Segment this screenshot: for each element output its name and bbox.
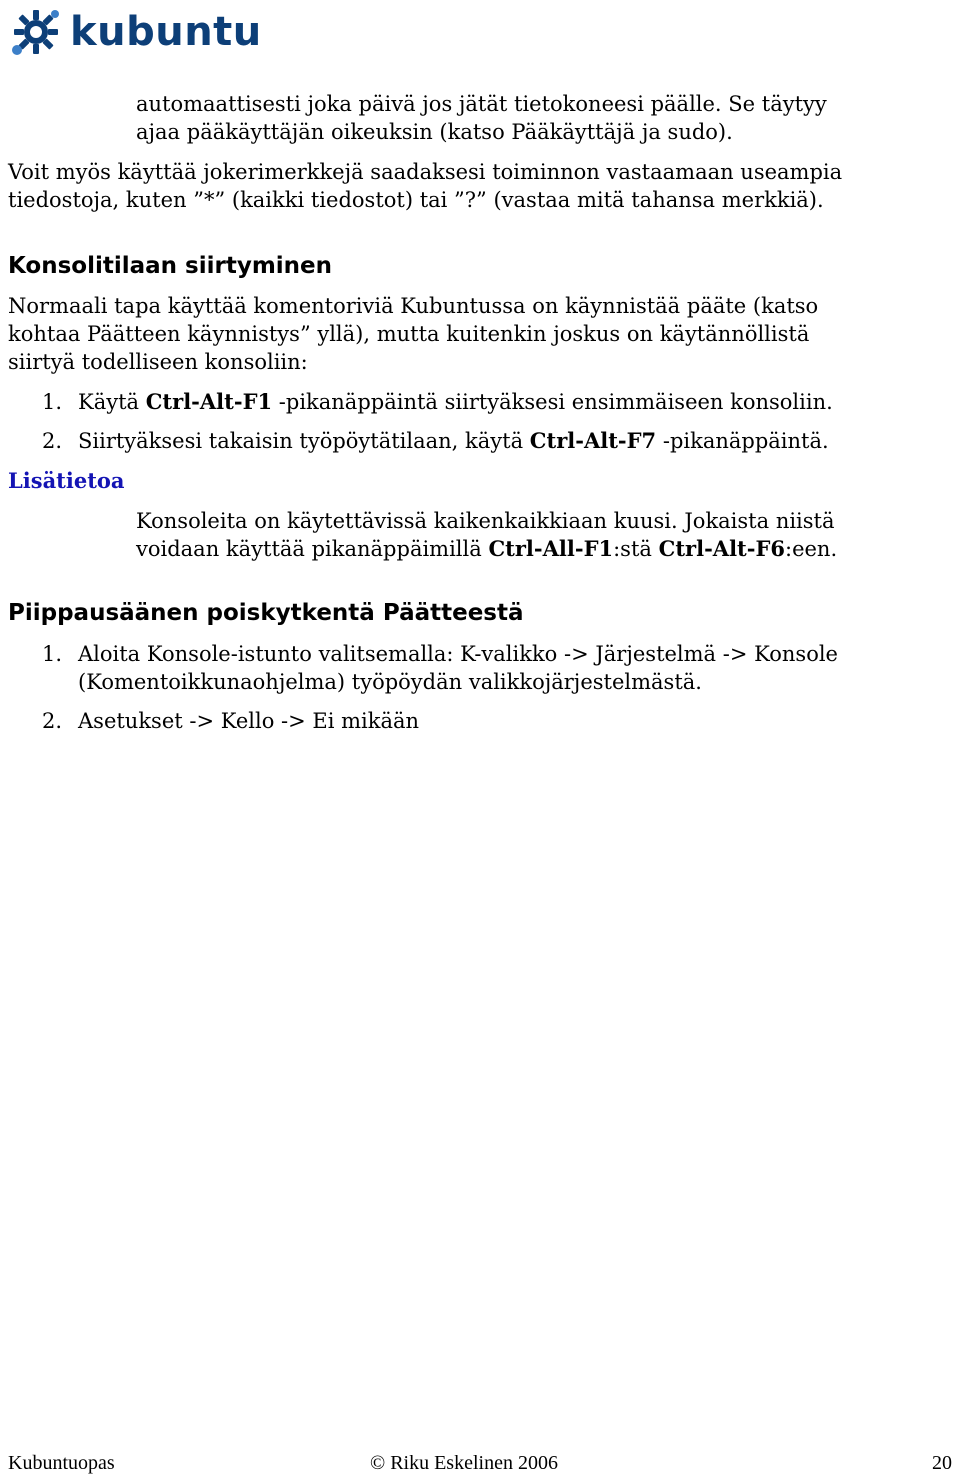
document-page: kubuntu automaattisesti joka päivä jos jätät tietokoneesi päälle. Se täytyy ajaa pääkäyttäjän oikeuksin (katso Pääkäyttäjä ja sudo). Voit myös käyttää jokerimerkkejä saadaksesi toiminnon vastaamaan useampia tiedostoja, kuten ”*” (kaikki tiedostot) tai ”?” (vastaa mitä tahansa merkkiä). Konsolitilaan siirtyminen Normaali tapa käyttää komentoriviä Kubuntussa on käynnistää pääte (katso kohtaa Päätteen käynnistys” yllä), mutta kuitenkin joskus on käytännöllistä siirtyä todelliseen konsoliin: 1. Käytä Ctrl-Alt-F1 -pikanäppäintä siirtyäksesi ensimmäiseen konsoliin. 2. Siirtyäksesi takaisin työpöytätilaan, käytä Ctrl-Alt-F7 -pikanäppäintä. Lisätietoa Konsoleita on käytettävissä kaikenkaikkiaan kuusi. Jokaista niistä voidaan käyttää pikanäppäimillä Ctrl-All-F1:stä Ctrl-Alt-F6:een. Piippausäänen poiskytkentä Päätteestä 1. Aloita Konsole-istunto valitsemalla: K-valikko -> Järjestelmä -> Konsole (Komentoikkunaohjelma) työpöydän valikkojärjestelmästä. 2. Asetukset -> Kello -> Ei mikään Kubuntuopas © Riku Eskelinen 2006 20: [0, 0, 960, 1476]
list-number: 2.: [42, 709, 63, 733]
footer-title: Kubuntuopas: [8, 1452, 115, 1474]
shortcut-key: Ctrl-Alt-F6: [658, 536, 785, 561]
shortcut-key: Ctrl-All-F1: [488, 536, 614, 561]
section1-line-2: kohtaa Päätteen käynnistys” yllä), mutta kuitenkin joskus on käytännöllistä: [8, 322, 810, 346]
page-footer: [8, 1450, 952, 1476]
intro-line-2: ajaa pääkäyttäjän oikeuksin (katso Pääkäyttäjä ja sudo).: [136, 120, 733, 144]
shortcut-key: Ctrl-Alt-F7: [529, 428, 657, 453]
intro-line-4: tiedostoja, kuten ”*” (kaikki tiedostot) tai ”?” (vastaa mitä tahansa merkkiä).: [8, 188, 824, 212]
section-heading-console: Konsolitilaan siirtyminen: [8, 253, 333, 279]
page-number: 20: [932, 1452, 952, 1474]
section-heading-beep: Piippausäänen poiskytkentä Päätteestä: [8, 600, 524, 626]
logo-wordmark: kubuntu: [70, 9, 262, 55]
more-info-line-1: Konsoleita on käytettävissä kaikenkaikkiaan kuusi. Jokaista niistä: [136, 509, 835, 533]
intro-line-3: Voit myös käyttää jokerimerkkejä saadaksesi toiminnon vastaamaan useampia: [8, 160, 843, 184]
footer-copyright: © Riku Eskelinen 2006: [370, 1452, 558, 1474]
more-info-heading: Lisätietoa: [8, 468, 125, 493]
section1-line-1: Normaali tapa käyttää komentoriviä Kubuntussa on käynnistää pääte (katso: [8, 294, 819, 318]
more-info-line-2: voidaan käyttää pikanäppäimillä Ctrl-All-F1:stä Ctrl-Alt-F6:een.: [136, 536, 838, 561]
list-number: 2.: [42, 429, 63, 453]
list-number: 1.: [42, 642, 63, 666]
shortcut-key: Ctrl-Alt-F1: [145, 389, 273, 414]
kubuntu-logo: [8, 4, 262, 60]
section1-line-3: siirtyä todelliseen konsoliin:: [8, 350, 308, 374]
kubuntu-gear-icon: [8, 4, 64, 60]
list-number: 1.: [42, 390, 63, 414]
intro-line-1: automaattisesti joka päivä jos jätät tietokoneesi päälle. Se täytyy: [136, 92, 827, 116]
